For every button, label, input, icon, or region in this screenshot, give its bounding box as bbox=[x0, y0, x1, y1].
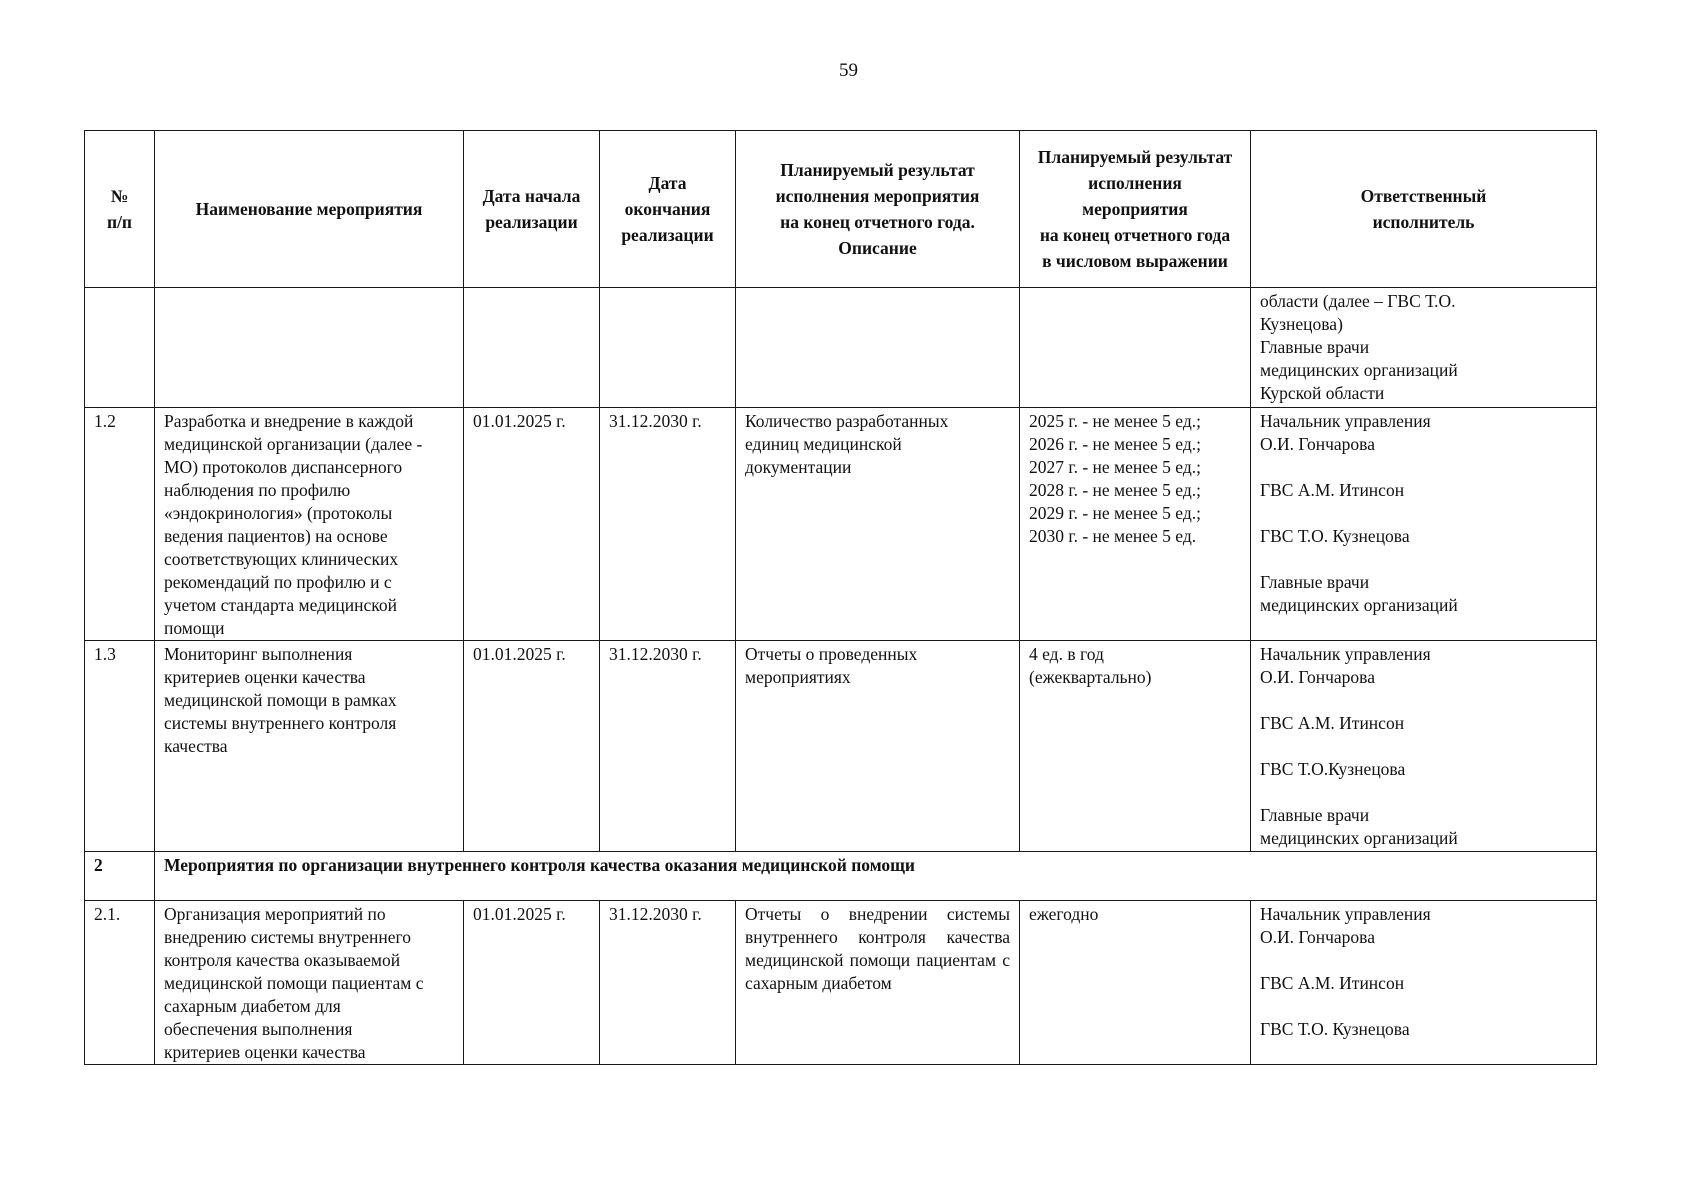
header-responsible: Ответственный исполнитель bbox=[1251, 131, 1597, 288]
cell-number: 2.1. bbox=[85, 901, 155, 1065]
cell-end-date: 31.12.2030 г. bbox=[600, 641, 736, 852]
table-row bbox=[85, 641, 1597, 852]
cell-responsible: Начальник управления О.И. Гончарова ГВС А.М. Итинсон ГВС Т.О. Кузнецова Главные врачи медицинских организаций bbox=[1251, 408, 1597, 641]
cell-result-description: Отчеты о проведенных мероприятиях bbox=[736, 641, 1020, 852]
table-row bbox=[85, 408, 1597, 641]
cell-activity-name: Мониторинг выполнения критериев оценки качества медицинской помощи в рамках системы внутреннего контроля качества bbox=[155, 641, 464, 852]
cell-result-numeric bbox=[1020, 288, 1251, 408]
section-title: Мероприятия по организации внутреннего контроля качества оказания медицинской помощи bbox=[155, 852, 1597, 901]
section-number: 2 bbox=[85, 852, 155, 901]
cell-result-numeric: 4 ед. в год (ежеквартально) bbox=[1020, 641, 1251, 852]
section-row bbox=[85, 852, 1597, 901]
cell-start-date: 01.01.2025 г. bbox=[464, 901, 600, 1065]
cell-responsible: Начальник управления О.И. Гончарова ГВС А.М. Итинсон ГВС Т.О.Кузнецова Главные врачи медицинских организаций bbox=[1251, 641, 1597, 852]
cell-result-description: Количество разработанных единиц медицинской документации bbox=[736, 408, 1020, 641]
header-start-date: Дата начала реализации bbox=[464, 131, 600, 288]
cell-number: 1.2 bbox=[85, 408, 155, 641]
header-number: № п/п bbox=[85, 131, 155, 288]
cell-result-description: Отчеты о внедрении системы внутреннего контроля качества медицинской помощи пациентам с сахарным диабетом bbox=[736, 901, 1020, 1065]
cell-responsible: Начальник управления О.И. Гончарова ГВС А.М. Итинсон ГВС Т.О. Кузнецова bbox=[1251, 901, 1597, 1065]
cell-activity-name: Организация мероприятий по внедрению системы внутреннего контроля качества оказываемой медицинской помощи пациентам с сахарным диабетом для обеспечения выполнения критериев оценки качества bbox=[155, 901, 464, 1065]
cell-activity-name: Разработка и внедрение в каждой медицинской организации (далее - МО) протоколов диспансерного наблюдения по профилю «эндокринология» (протоколы ведения пациентов) на основе соответствующих клинических рекомендаций по профилю и с учетом стандарта медицинской помощи bbox=[155, 408, 464, 641]
cell-end-date: 31.12.2030 г. bbox=[600, 408, 736, 641]
table-row bbox=[85, 901, 1597, 1065]
cell-result-numeric: 2025 г. - не менее 5 ед.; 2026 г. - не менее 5 ед.; 2027 г. - не менее 5 ед.; 2028 г. - не менее 5 ед.; 2029 г. - не менее 5 ед.; 2030 г. - не менее 5 ед. bbox=[1020, 408, 1251, 641]
header-result-numeric: Планируемый результат исполнения мероприятия на конец отчетного года в числовом выражении bbox=[1020, 131, 1251, 288]
header-result-description: Планируемый результат исполнения мероприятия на конец отчетного года. Описание bbox=[736, 131, 1020, 288]
cell-end-date bbox=[600, 288, 736, 408]
cell-result-numeric: ежегодно bbox=[1020, 901, 1251, 1065]
cell-responsible: области (далее – ГВС Т.О. Кузнецова) Главные врачи медицинских организаций Курской области bbox=[1251, 288, 1597, 408]
table-row bbox=[85, 288, 1597, 408]
cell-number bbox=[85, 288, 155, 408]
header-end-date: Дата окончания реализации bbox=[600, 131, 736, 288]
cell-start-date: 01.01.2025 г. bbox=[464, 408, 600, 641]
cell-end-date: 31.12.2030 г. bbox=[600, 901, 736, 1065]
cell-start-date: 01.01.2025 г. bbox=[464, 641, 600, 852]
cell-activity-name bbox=[155, 288, 464, 408]
header-activity-name: Наименование мероприятия bbox=[155, 131, 464, 288]
cell-start-date bbox=[464, 288, 600, 408]
cell-result-description bbox=[736, 288, 1020, 408]
page-number: 59 bbox=[839, 60, 858, 81]
header-row bbox=[85, 131, 1597, 288]
cell-number: 1.3 bbox=[85, 641, 155, 852]
activities-table bbox=[84, 130, 1597, 1065]
